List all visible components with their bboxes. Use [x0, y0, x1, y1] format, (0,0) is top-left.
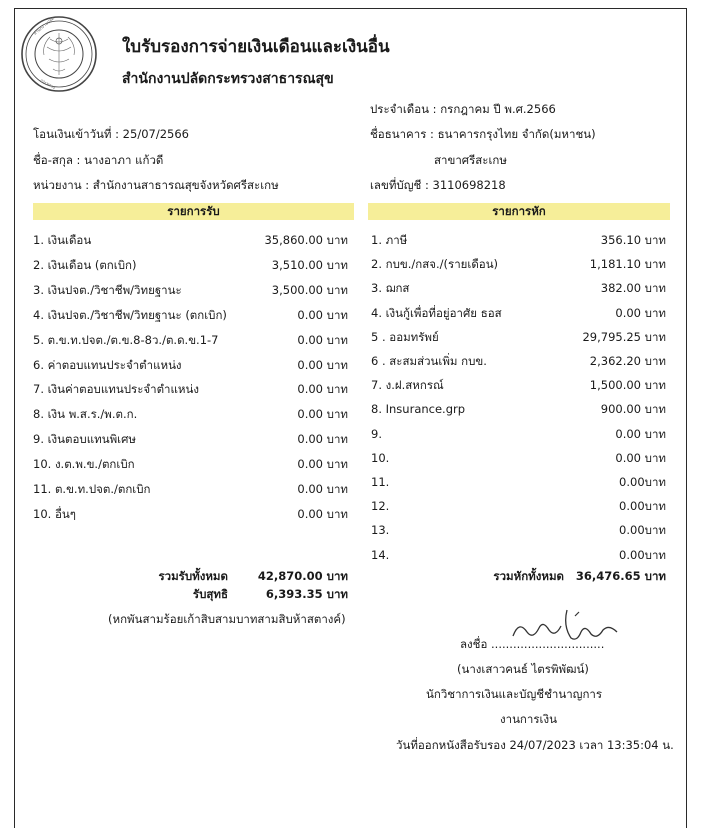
bank-branch: สาขาศรีสะเกษ [434, 153, 507, 167]
deduction-item-value: 2,362.20 บาท [589, 354, 666, 368]
income-row [33, 378, 348, 400]
deduction-item-value: 0.00บาท [619, 475, 666, 489]
income-item-value: 3,510.00 บาท [271, 257, 348, 272]
income-row [33, 428, 348, 450]
income-row [33, 403, 348, 425]
income-item-value: 0.00 บาท [297, 407, 348, 422]
issue-datetime: วันที่ออกหนังสือรับรอง 24/07/2023 เวลา 13:35:04 น. [396, 738, 674, 752]
signature-line: ลงชื่อ ............................... [460, 637, 605, 651]
employee-name: ชื่อ-สกุล : นางอาภา แก้วดี [33, 153, 164, 167]
income-row [33, 229, 348, 251]
deduction-row [371, 519, 666, 541]
income-item-value: 0.00 บาท [297, 457, 348, 472]
deduction-item-label: 12. [371, 499, 390, 514]
income-row [33, 453, 348, 475]
income-row [33, 304, 348, 326]
income-total-label: รวมรับทั้งหมด [158, 569, 228, 583]
income-item-label: 7. เงินค่าตอบแทนประจำตำแหน่ง [33, 382, 199, 397]
deduction-row [371, 447, 666, 469]
income-item-label: 1. เงินเดือน [33, 233, 92, 247]
income-item-label: 11. ต.ข.ท.ปจต./ตกเบิก [33, 482, 151, 496]
document-subtitle: สำนักงานปลัดกระทรวงสาธารณสุข [122, 71, 334, 87]
deduction-item-label: 9. [371, 426, 382, 441]
income-row [33, 254, 348, 276]
income-item-value: 0.00 บาท [297, 332, 348, 347]
income-item-label: 10. อื่นๆ [33, 506, 76, 521]
work-unit: หน่วยงาน : สำนักงานสาธารณสุขจังหวัดศรีสะเกษ [33, 178, 279, 192]
deduction-item-value: 29,795.25 บาท [582, 329, 666, 344]
deduction-row [371, 302, 666, 324]
deduction-item-label: 10. [371, 450, 390, 465]
income-item-label: 10. ง.ต.พ.ข./ตกเบิก [33, 457, 135, 472]
signer-position: นักวิชาการเงินและบัญชีชำนาญการ [426, 687, 603, 701]
income-item-label: 9. เงินตอบแทนพิเศษ [33, 432, 136, 447]
deduction-item-value: 356.10 บาท [600, 233, 666, 247]
deduction-item-value: 1,500.00 บาท [589, 378, 666, 393]
ministry-seal-logo [20, 15, 98, 93]
deduction-item-label: 14. [371, 547, 390, 562]
deduction-item-label: 2. กบข./กสจ./(รายเดือน) [371, 257, 499, 272]
deduction-item-label: 1. ภาษี [371, 233, 408, 247]
deduction-row [371, 471, 666, 493]
net-value: 6,393.35 บาท [265, 587, 348, 601]
income-item-label: 3. เงินปจต./วิชาชีพ/วิทยฐานะ [33, 282, 182, 297]
transfer-date: โอนเงินเข้าวันที่ : 25/07/2566 [33, 127, 189, 141]
income-item-value: 35,860.00 บาท [264, 233, 348, 247]
income-item-value: 3,500.00 บาท [271, 282, 348, 297]
handwritten-signature [505, 606, 625, 646]
deduction-item-label: 11. [371, 475, 390, 489]
income-item-value: 0.00 บาท [297, 382, 348, 397]
income-row [33, 478, 348, 500]
net-amount-words: (หกพันสามร้อยเก้าสิบสามบาทสามสิบห้าสตางค์) [108, 612, 346, 626]
deduction-item-value: 0.00 บาท [615, 426, 666, 441]
income-header: รายการรับ [33, 203, 354, 220]
income-item-value: 0.00 บาท [297, 432, 348, 447]
deduction-row [371, 253, 666, 275]
deduction-total-value: 36,476.65 บาท [575, 569, 666, 583]
deduction-row [371, 326, 666, 348]
deduction-row [371, 423, 666, 445]
deduction-item-value: 0.00บาท [619, 523, 666, 538]
deduction-item-value: 382.00 บาท [600, 281, 666, 296]
signer-name: (นางเสาวคนธ์ ไตรพิพัฒน์) [457, 662, 589, 676]
income-item-value: 0.00 บาท [297, 482, 348, 496]
income-item-value: 0.00 บาท [297, 357, 348, 372]
deduction-item-label: 8. Insurance.grp [371, 402, 466, 417]
svg-text:สำนักงานปลัด: สำนักงานปลัด [32, 15, 56, 36]
income-row [33, 503, 348, 525]
document-title: ใบรับรองการจ่ายเงินเดือนและเงินอื่น [122, 37, 390, 57]
deduction-total-label: รวมหักทั้งหมด [493, 569, 564, 583]
deduction-item-value: 0.00บาท [619, 547, 666, 562]
net-label: รับสุทธิ [192, 587, 228, 601]
income-row [33, 354, 348, 376]
deduction-item-label: 6 . สะสมส่วนเพิ่ม กบข. [371, 354, 487, 368]
income-item-label: 2. เงินเดือน (ตกเบิก) [33, 257, 137, 272]
deduction-item-label: 5 . ออมทรัพย์ [371, 329, 439, 344]
deduction-item-label: 3. ฌกส [371, 281, 410, 296]
pay-month: ประจำเดือน : กรกฎาคม ปี พ.ศ.2566 [370, 102, 556, 116]
income-row [33, 329, 348, 351]
income-total-value: 42,870.00 บาท [257, 569, 348, 583]
deduction-row [371, 229, 666, 251]
deduction-row [371, 398, 666, 420]
svg-text:กระทรวง: กระทรวง [39, 77, 57, 91]
deduction-row [371, 350, 666, 372]
deduction-row [371, 544, 666, 566]
deduction-item-value: 0.00บาท [619, 499, 666, 514]
deduction-item-value: 1,181.10 บาท [589, 257, 666, 272]
income-row [33, 279, 348, 301]
income-item-label: 8. เงิน พ.ส.ร./พ.ต.ก. [33, 407, 138, 422]
deduction-item-value: 900.00 บาท [600, 402, 666, 417]
income-item-label: 4. เงินปจต./วิชาชีพ/วิทยฐานะ (ตกเบิก) [33, 307, 227, 322]
deduction-item-label: 13. [371, 523, 390, 538]
deduction-item-value: 0.00 บาท [615, 305, 666, 320]
deduction-row [371, 374, 666, 396]
income-item-value: 0.00 บาท [297, 307, 348, 322]
deduction-row [371, 277, 666, 299]
income-item-label: 6. ค่าตอบแทนประจำตำแหน่ง [33, 357, 182, 372]
bank-name: ชื่อธนาคาร : ธนาคารกรุงไทย จำกัด(มหาชน) [370, 127, 596, 141]
deduction-row [371, 495, 666, 517]
signer-department: งานการเงิน [500, 712, 557, 726]
account-number: เลขที่บัญชี : 3110698218 [370, 178, 506, 192]
income-item-label: 5. ต.ข.ท.ปจต./ต.ข.8-8ว./ต.ด.ข.1-7 [33, 332, 219, 347]
deduction-item-label: 4. เงินกู้เพื่อที่อยู่อาศัย ธอส [371, 305, 502, 320]
deduction-item-value: 0.00 บาท [615, 450, 666, 465]
income-item-value: 0.00 บาท [297, 506, 348, 521]
deduction-header: รายการหัก [368, 203, 670, 220]
deduction-item-label: 7. ง.ฝ.สหกรณ์ [371, 378, 444, 393]
